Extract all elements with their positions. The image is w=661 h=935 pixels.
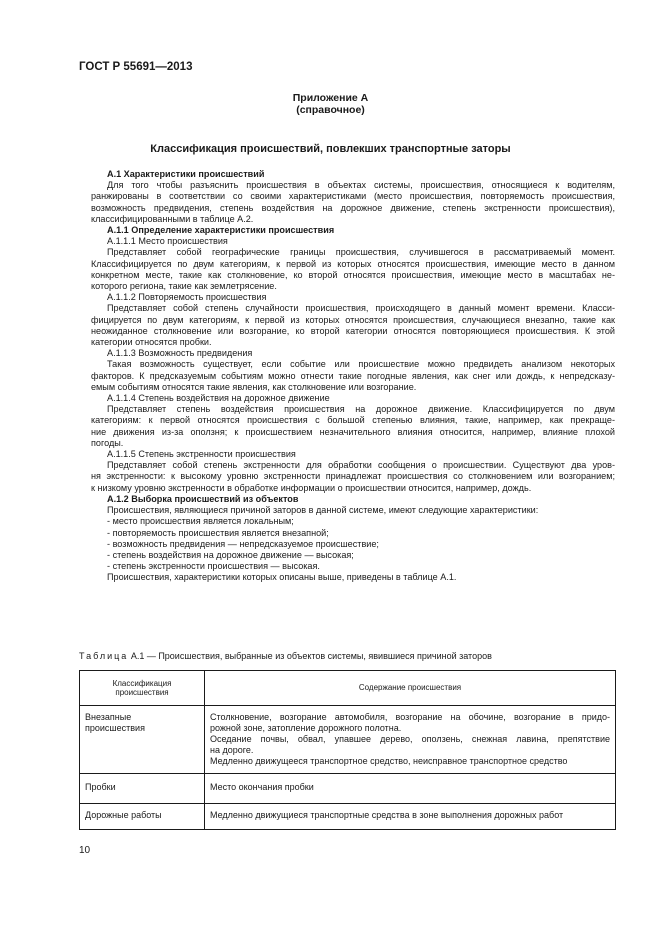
table-row (80, 706, 616, 774)
document-body (91, 169, 615, 584)
paragraph-line: категориям: к первой относятся происшествия с большой степенью влияния, такие, например, как прекраще- (91, 415, 615, 426)
paragraph-line: Происшествия, являющиеся причиной заторов в данной системе, имеют следующие характеристики: (107, 505, 539, 516)
paragraph-line: Представляет собой географические границы происшествия, случившегося в рассматриваемый момент. (107, 247, 615, 258)
cell-content: Место окончания пробки (205, 774, 616, 804)
list-item-text: степень воздействия на дорожное движение — высокая; (112, 549, 354, 560)
section-a1-heading: А.1 Характеристики происшествий (107, 169, 265, 179)
table-row (80, 774, 616, 804)
section-a112-heading: А.1.1.2 Повторяемость происшествия (107, 292, 267, 303)
list-item: - степень экстренности происшествия — высокая. (107, 561, 320, 572)
paragraph-line: Представляет степень воздействия происшествия на дорожное движение. Классифицируется по двум (107, 404, 615, 415)
paragraph-line: к низкому уровню экстренности в обработке информации о происшествии относится, например, дождь. (91, 482, 532, 493)
paragraph-line: факторов. К предсказуемым событиям можно отнести такие погодные явления, как снег или дождь, к непредсказу- (91, 370, 615, 381)
paragraph-line: фицируется по двум категориям, к первой из которых относятся происшествия, случающиеся внезапно, такие как (91, 314, 615, 325)
annex-title: Приложение А (292, 92, 369, 104)
table-row (80, 804, 616, 830)
paragraph-line: Представляет собой степень случайности происшествия, происходящего в данный момент времени. Класси- (107, 303, 615, 314)
list-item: - место происшествия является локальным; (107, 516, 294, 527)
header-content: Содержание происшествия (205, 671, 616, 706)
paragraph-line: которого региона, такие как землетрясение. (91, 281, 277, 292)
paragraph-line: конкретном месте, такие как столкновение, ко второй относятся происшествия, имеющие место в масштабах не- (91, 269, 615, 280)
paragraph-line: категории относятся пробки. (91, 337, 212, 348)
paragraph-line: ние движения из-за оползня; к происшествием незначительного влияния относится, например, влияние плохой (91, 426, 615, 437)
section-a115-heading: А.1.1.5 Степень экстренности происшествия (107, 449, 296, 460)
cell-line: Медленно движущееся транспортное средство, неисправное транспортное средство (210, 756, 568, 766)
section-a114-heading: А.1.1.4 Степень воздействия на дорожное движение (107, 393, 330, 404)
section-a11-heading: А.1.1 Определение характеристики происшествия (107, 225, 335, 236)
document-title: Классификация происшествий, повлекших транспортные заторы (150, 143, 511, 155)
standard-header: ГОСТ Р 55691—2013 (79, 61, 193, 73)
table-caption (79, 651, 492, 661)
paragraph-line: ня экстренности: к высокому уровню экстренности принадлежат происшествия со столкновением или возгоранием; (91, 471, 615, 482)
list-item: - возможность предвидения — непредсказуемое происшествие; (107, 538, 379, 549)
paragraph-line: Представляет собой степень экстренности для обработки сообщения о происшествии. Существуют два уров- (107, 460, 615, 471)
table-header-row (80, 671, 616, 706)
table-caption-label: Таблица (79, 651, 129, 661)
cell-line: Оседание почвы, обвал, упавшее дерево, оползень, снежная лавина, препятствие (210, 734, 610, 744)
cell-classification: Дорожные работы (80, 804, 205, 830)
table-caption-text: А.1 — Происшествия, выбранные из объектов системы, явившиеся причиной заторов (130, 651, 492, 661)
list-item-text: возможность предвидения — непредсказуемое происшествие; (112, 538, 379, 549)
paragraph-line: Классифицируется по двум категориям, к первой из которых относятся происшествия, имеющие место в данном (91, 258, 615, 269)
list-item-text: повторяемость происшествия является внезапной; (112, 527, 329, 538)
paragraph-line: классифицированными в таблице А.2. (91, 213, 254, 224)
header-classification: Классификация происшествия (80, 671, 205, 706)
paragraph-line: неожиданное столкновение или возгорание, ко второй категории относятся повторяющиеся происшествия. К этой (91, 325, 615, 336)
cell-content: Медленно движущиеся транспортные средства в зоне выполнения дорожных работ (205, 804, 616, 830)
paragraph-line: емым событиям относятся такие явления, как столкновение или возгорание. (91, 381, 417, 392)
cell-line: на дороге. (210, 745, 254, 755)
list-item: - степень воздействия на дорожное движение — высокая; (107, 549, 354, 560)
paragraph-line: Происшествия, характеристики которых описаны выше, приведены в таблице А.1. (107, 572, 457, 583)
paragraph-line: Такая возможность существует, если событие или происшествие можно предвидеть анализом некоторых (107, 359, 615, 370)
cell-classification: Пробки (80, 774, 205, 804)
cell-content (205, 706, 616, 774)
section-a12-heading: А.1.2 Выборка происшествий из объектов (107, 493, 299, 504)
incidents-table (79, 670, 616, 830)
list-item-text: место происшествия является локальным; (112, 516, 294, 527)
page-number: 10 (79, 845, 91, 856)
cell-classification: Внезапные происшествия (80, 706, 205, 774)
section-a111-heading: А.1.1.1 Место происшествия (107, 236, 228, 247)
list-item-text: степень экстренности происшествия — высокая. (112, 561, 320, 572)
paragraph-line: погоды. (91, 437, 124, 448)
section-a113-heading: А.1.1.3 Возможность предвидения (107, 348, 253, 359)
paragraph-line: ранжированы в соответствии со своими характеристиками (место происшествия, повторяемость происшествия, (91, 191, 615, 202)
cell-line: Столкновение, возгорание автомобиля, возгорание на обочине, возгорание в придо- (210, 712, 610, 722)
annex-type: (справочное) (296, 104, 365, 116)
list-item: - повторяемость происшествия является внезапной; (107, 527, 329, 538)
cell-line: рожной зоне, затопление дорожного полотна. (210, 723, 402, 733)
paragraph-line: Для того чтобы разъяснить происшествия в объектах системы, происшествия, относящиеся к водителям, (107, 180, 615, 191)
paragraph-line: возможность предвидения, степень воздействия на дорожное движение, степень экстренности происшествия), (91, 202, 615, 213)
